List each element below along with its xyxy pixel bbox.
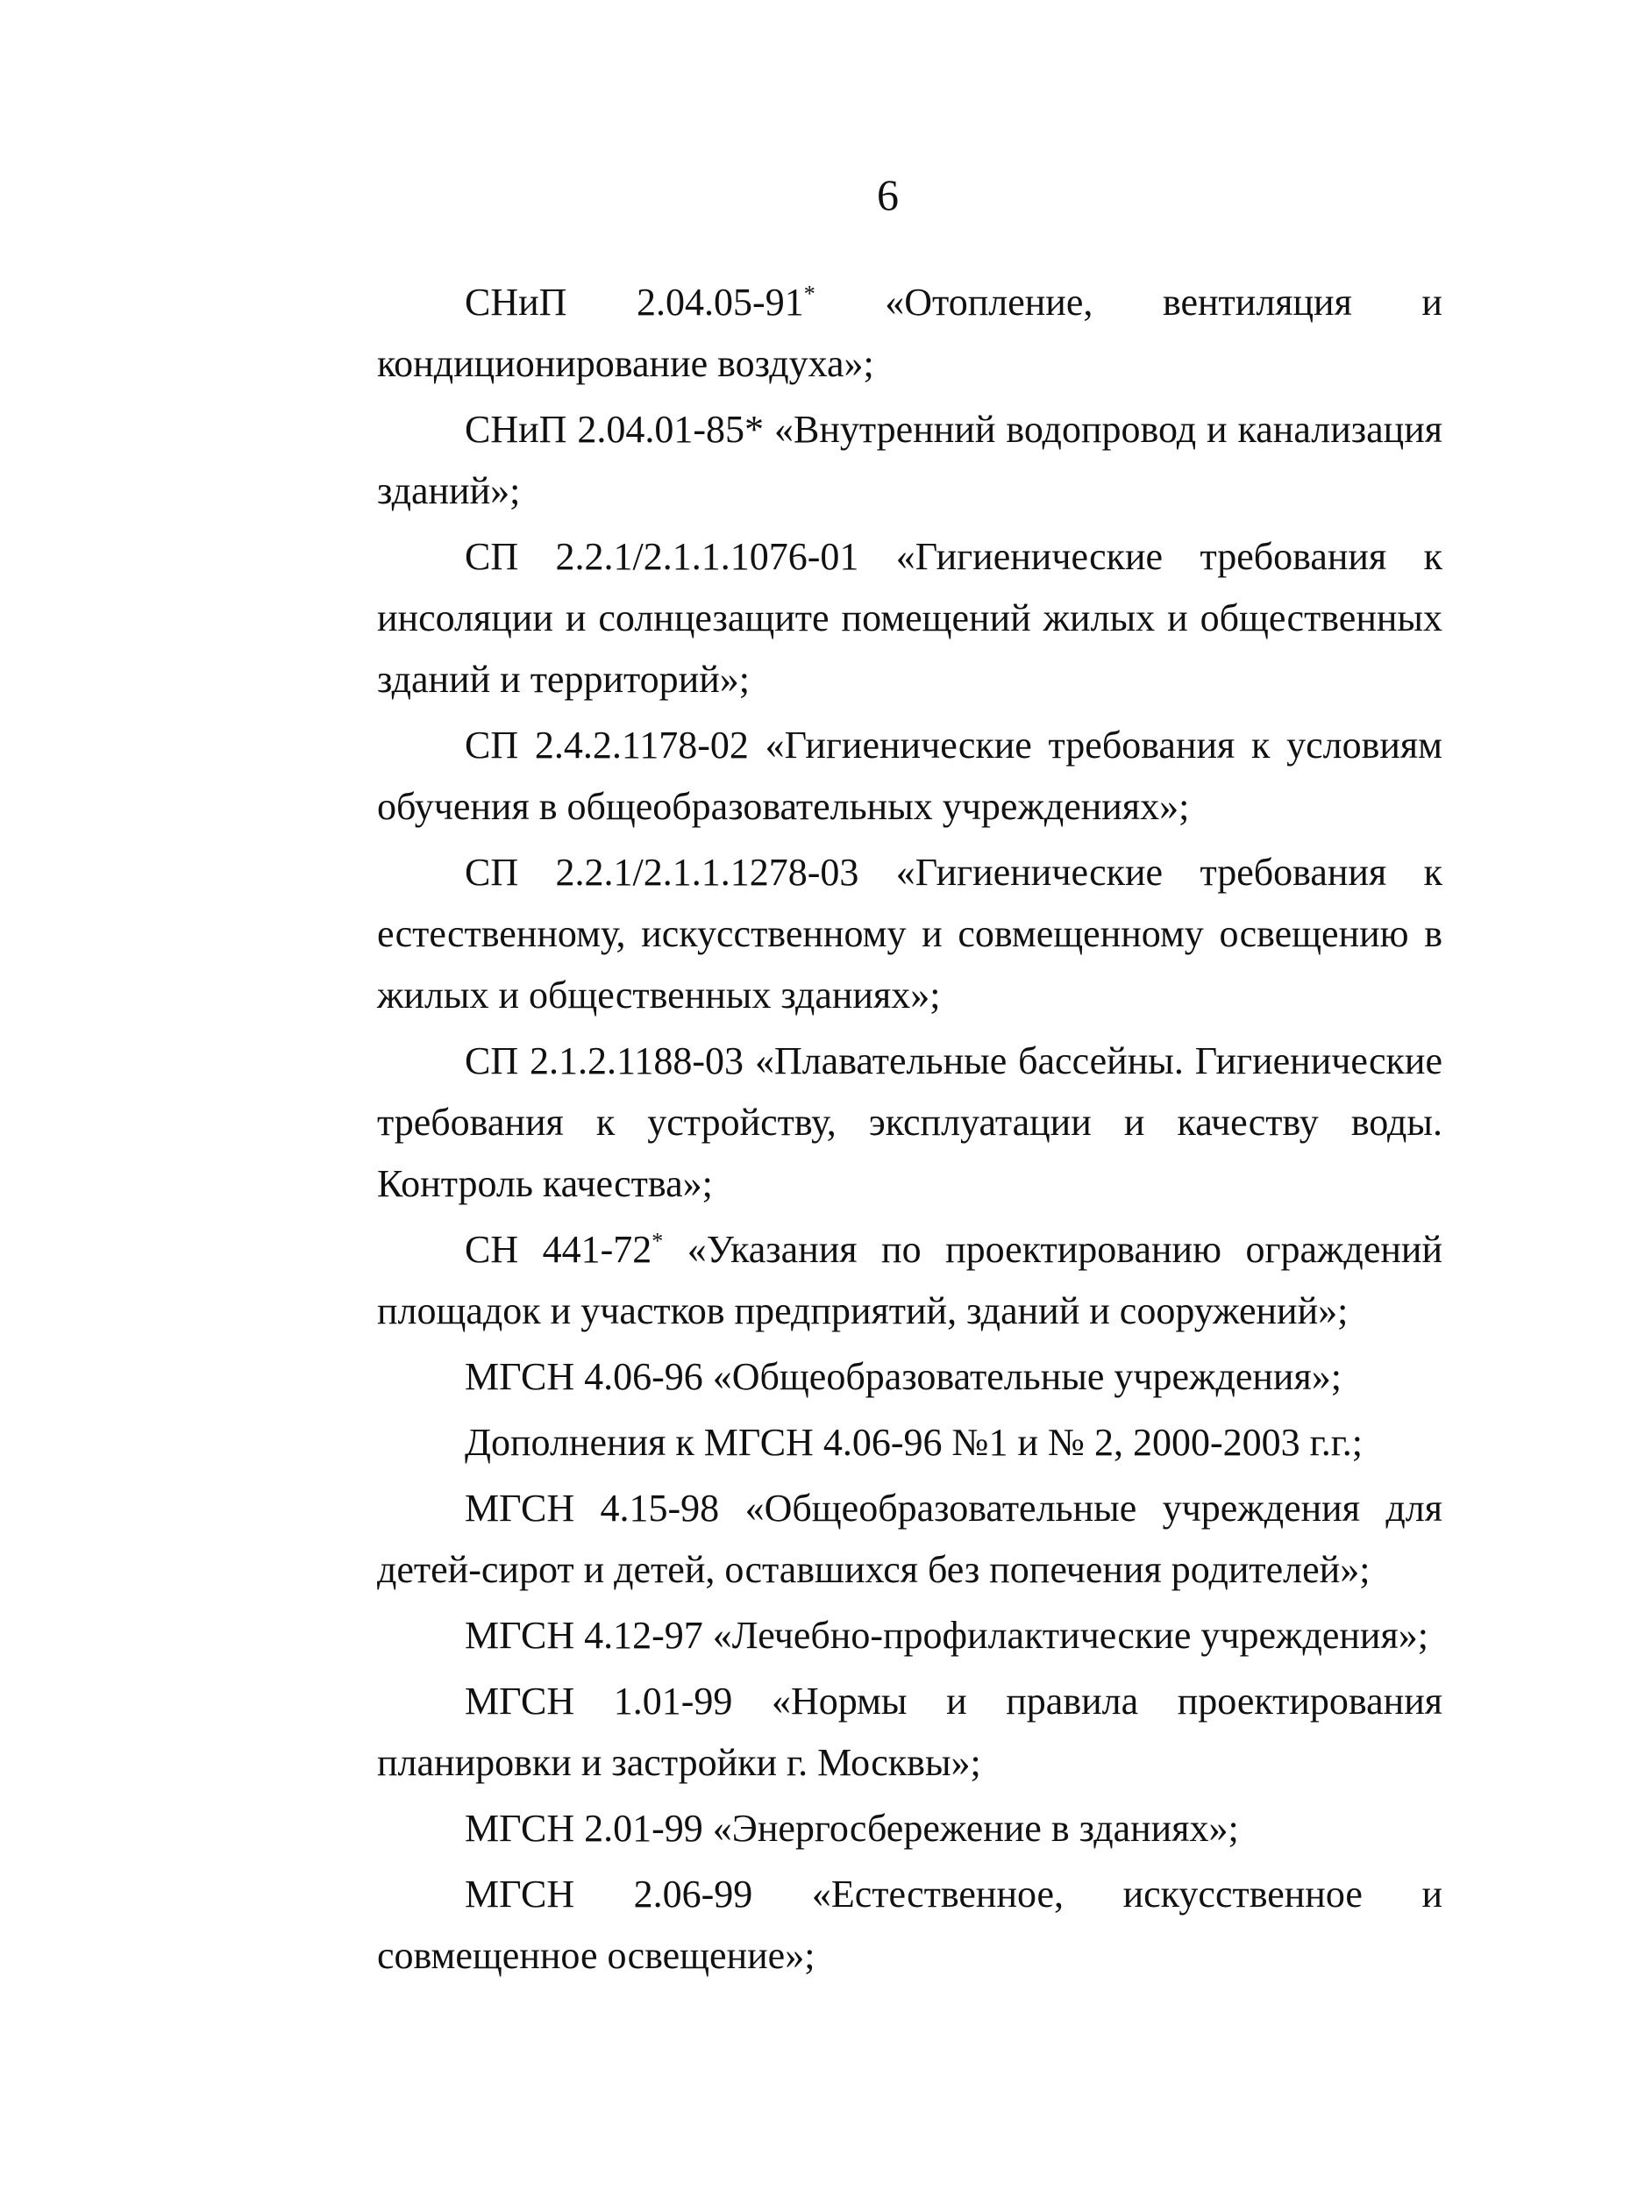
document-code: МГСН 2.06-99 <box>465 1873 753 1916</box>
list-item <box>377 1412 1442 1473</box>
document-title: «Энергосбережение в зданиях»; <box>702 1807 1239 1850</box>
document-code: МГСН 2.01-99 <box>465 1807 703 1850</box>
document-title: «Отопление, вентиляция и кондиционирование воздуха»; <box>377 281 1442 385</box>
document-code: СП 2.1.2.1188-03 <box>465 1039 744 1082</box>
document-code: МГСН 4.06-96 <box>465 1355 703 1398</box>
document-title: «Указания по проектированию ограждений площадок и участков предприятий, зданий и сооружений»; <box>377 1228 1442 1332</box>
list-item <box>377 1346 1442 1408</box>
list-item <box>377 1478 1442 1601</box>
document-code: СНиП 2.04.01-85* <box>465 408 765 451</box>
document-code: СН 441-72 <box>465 1228 652 1271</box>
document-code: СП 2.2.1/2.1.1.1076-01 <box>465 535 859 578</box>
document-title: «Общеобразовательные учреждения для детей-сирот и детей, оставшихся без попечения родителей»; <box>377 1487 1442 1591</box>
document-code: СНиП 2.04.05-91 <box>465 281 804 324</box>
footnote-mark: * <box>803 281 815 307</box>
document-title: «Гигиенические требования к инсоляции и солнцезащите помещений жилых и общественных зданий и территорий»; <box>377 535 1442 701</box>
document-code: СП 2.2.1/2.1.1.1278-03 <box>465 851 859 894</box>
document-title: «Естественное, искусственное и совмещенное освещение»; <box>377 1873 1442 1977</box>
document-title: «Внутренний водопровод и канализация зданий»; <box>377 408 1442 512</box>
list-item <box>377 1864 1442 1987</box>
list-item <box>377 272 1442 395</box>
list-item <box>377 842 1442 1026</box>
document-title: «Гигиенические требования к условиям обучения в общеобразовательных учреждениях»; <box>377 724 1442 828</box>
document-title: «Лечебно-профилактические учреждения»; <box>702 1614 1428 1657</box>
document-title: «Гигиенические требования к естественному, искусственному и совмещенному освещению в жилых и общественных зданиях»; <box>377 851 1442 1017</box>
list-item <box>377 1605 1442 1666</box>
document-title: «Плавательные бассейны. Гигиенические требования к устройству, эксплуатации и качеству воды. Контроль качества»; <box>377 1039 1442 1205</box>
document-title: «Общеобразовательные учреждения»; <box>702 1355 1342 1398</box>
list-item <box>377 1798 1442 1859</box>
list-item <box>377 1031 1442 1215</box>
footnote-mark: * <box>652 1228 664 1254</box>
document-title: «Нормы и правила проектирования планировки и застройки г. Москвы»; <box>377 1680 1442 1784</box>
document-code: МГСН 1.01-99 <box>465 1680 733 1723</box>
document-code: МГСН 4.12-97 <box>465 1614 703 1657</box>
document-code: СП 2.4.2.1178-02 <box>465 724 749 767</box>
regulations-list <box>377 272 1442 1991</box>
list-item <box>377 399 1442 522</box>
document-code: Дополнения к МГСН 4.06-96 №1 и № 2, 2000-2003 г.г.; <box>465 1421 1364 1464</box>
list-item <box>377 1219 1442 1342</box>
list-item <box>377 526 1442 710</box>
list-item <box>377 715 1442 838</box>
list-item <box>377 1671 1442 1794</box>
document-code: МГСН 4.15-98 <box>465 1487 720 1530</box>
page-number: 6 <box>877 170 899 219</box>
